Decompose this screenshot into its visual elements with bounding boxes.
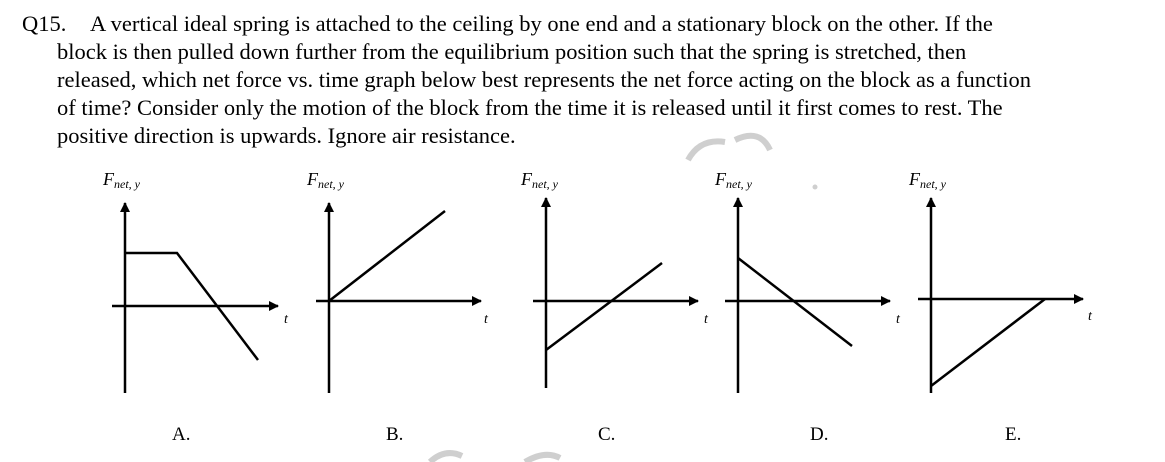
question-line-4: of time? Consider only the motion of the block from the time it is released until it first comes to rest. The [57,95,1003,120]
option-label-c: C. [598,424,616,445]
graph-b[interactable] [306,169,489,445]
question-line-5: positive direction is upwards. Ignore air resistance. [57,123,516,148]
graph-c-curve [546,263,662,350]
graph-c-x-label: t [704,312,708,327]
option-label-b: B. [386,424,404,445]
graph-d[interactable] [714,169,901,445]
graph-e-curve [931,299,1045,386]
graph-e-x-label: t [1088,309,1092,324]
graph-d-x-label: t [896,312,900,327]
graph-b-curve [329,211,445,301]
option-label-a: A. [172,424,191,445]
graph-e[interactable] [908,169,1093,445]
question-line-2: block is then pulled down further from the equilibrium position such that the spring is stretched, then [57,39,967,64]
question-line-3: released, which net force vs. time graph below best represents the net force acting on the block as a function [57,67,1032,92]
graph-c-y-label: Fnet, y [521,169,558,191]
option-label-d: D. [810,424,829,445]
graph-a[interactable] [102,169,289,445]
option-label-e: E. [1005,424,1022,445]
graph-d-y-label: Fnet, y [715,169,752,191]
graph-b-x-label: t [484,312,488,327]
graph-a-x-label: t [284,312,288,327]
graph-e-y-label: Fnet, y [909,169,946,191]
graph-a-y-label: Fnet, y [103,169,140,191]
graph-b-y-label: Fnet, y [307,169,344,191]
graph-c[interactable] [520,169,709,445]
question-line-1: Q15. A vertical ideal spring is attached to the ceiling by one end and a stationary block on the other. If the [22,11,993,36]
question-number: Q15. [22,11,67,36]
